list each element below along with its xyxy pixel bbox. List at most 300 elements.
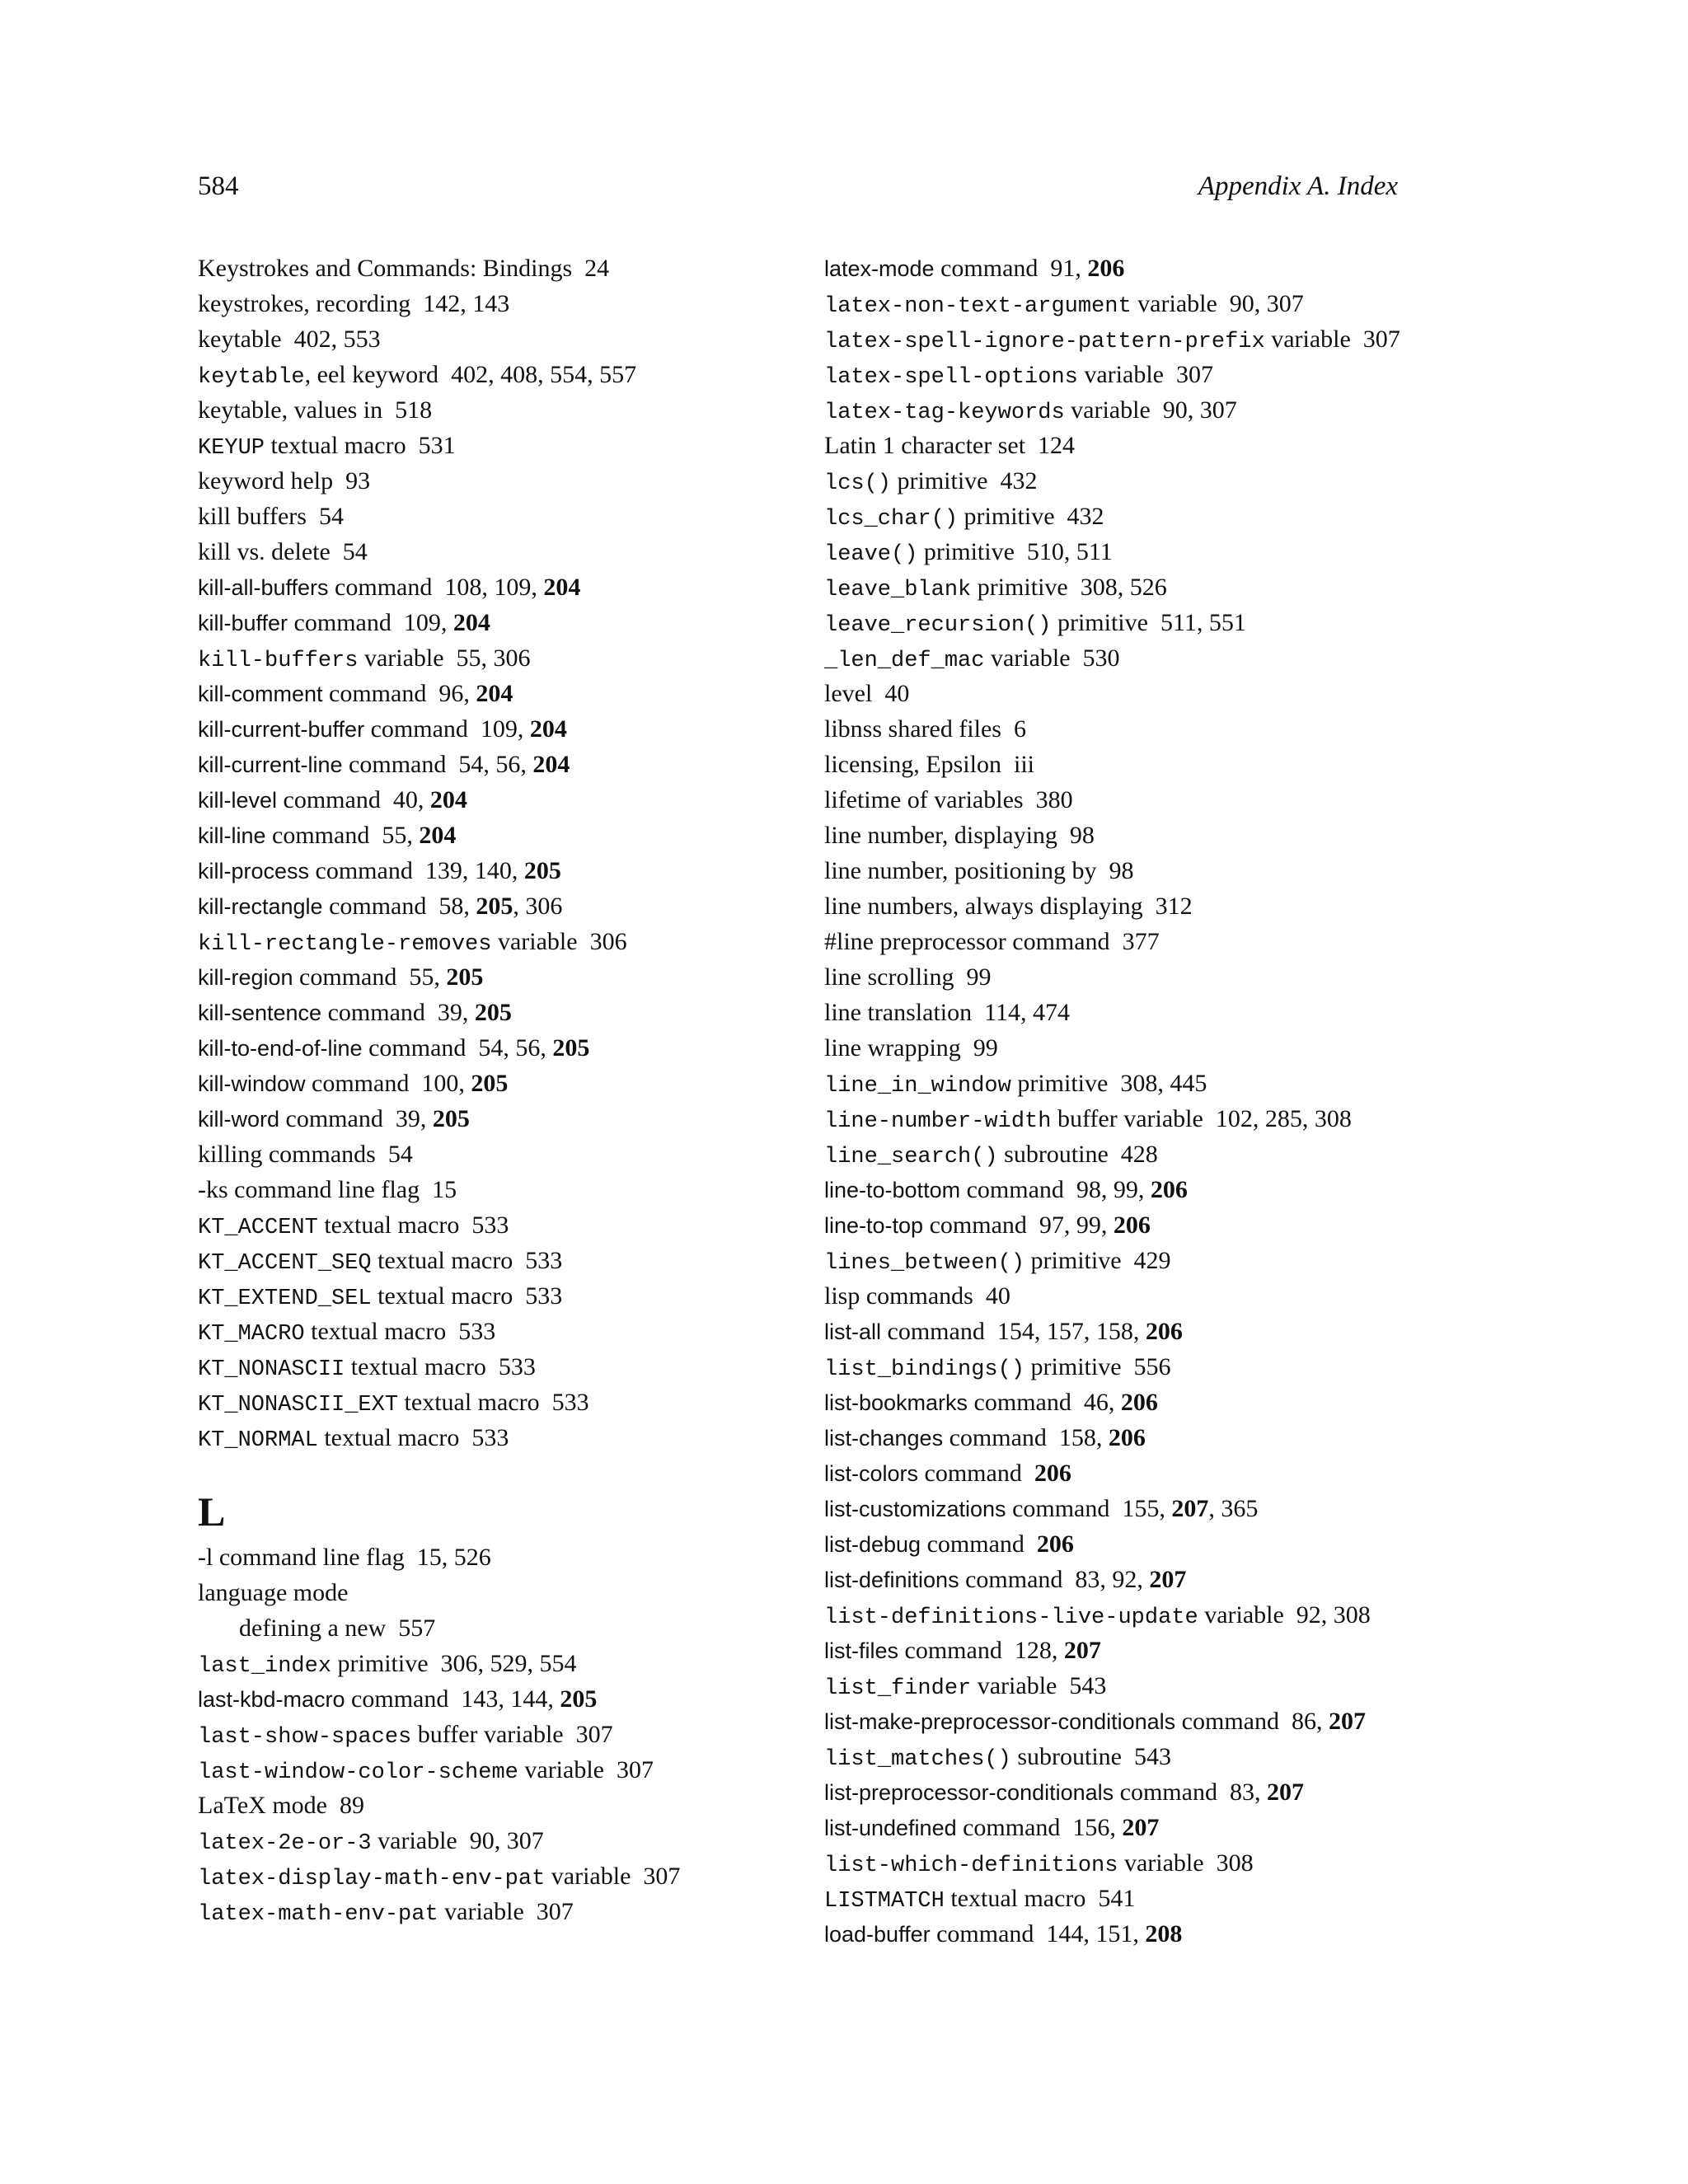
page-references: 98, 99, 206: [1076, 1176, 1188, 1203]
page-references: [578, 928, 627, 955]
index-term: LISTMATCH: [824, 1889, 945, 1914]
page-ref: 307: [643, 1863, 681, 1890]
page-references: [1122, 1353, 1171, 1380]
page-ref: 139: [424, 857, 462, 884]
page-references: 155, 207, 365: [1122, 1495, 1259, 1522]
page-ref: 526: [453, 1544, 491, 1571]
index-entry: [824, 1526, 1418, 1562]
page-ref: 308: [1216, 1849, 1254, 1877]
index-entry: [824, 1810, 1418, 1845]
index-term: Keystrokes and Commands: Bindings: [198, 255, 573, 282]
index-term: lisp commands: [824, 1282, 973, 1310]
index-term: lines_between(): [824, 1251, 1025, 1276]
index-term: variable: [358, 644, 444, 672]
index-entry: [198, 1030, 791, 1066]
page-ref: 204: [452, 609, 490, 636]
page-references: [1024, 786, 1073, 813]
page-ref: 96: [438, 680, 464, 707]
page-references: [988, 467, 1038, 494]
index-entry: [824, 286, 1418, 321]
page-ref: 108: [444, 574, 482, 601]
index-term: variable: [971, 1672, 1057, 1699]
page-ref: 207: [1149, 1566, 1187, 1593]
page-references: 86, 207: [1291, 1708, 1366, 1735]
index-entry: [824, 959, 1418, 995]
page-references: 83, 207: [1229, 1779, 1304, 1806]
index-term: list-changes: [824, 1426, 944, 1451]
page-ref: 205: [560, 1685, 598, 1713]
index-entry: [198, 569, 791, 605]
page-references: [331, 538, 368, 565]
index-term: line scrolling: [824, 963, 954, 991]
page-references: [1110, 928, 1160, 955]
page-references: [1057, 822, 1095, 849]
page-ref: 429: [1133, 1247, 1171, 1274]
page-ref: 206: [1036, 1530, 1074, 1558]
index-term: kill-word: [198, 1107, 280, 1132]
page-references: [1071, 644, 1120, 672]
page-references: [1025, 432, 1075, 459]
page-ref: 83: [1075, 1566, 1100, 1593]
page-ref: 445: [1170, 1070, 1207, 1097]
page-ref: 54: [458, 751, 484, 778]
index-entry: [198, 1243, 791, 1278]
page-ref: 307: [1199, 396, 1237, 424]
index-term: list_matches(): [824, 1747, 1011, 1772]
index-entry: [824, 676, 1418, 711]
index-entry: [198, 640, 791, 676]
index-entry: [824, 1455, 1418, 1491]
page-references: 156, 207: [1072, 1814, 1160, 1841]
index-entry: [198, 605, 791, 640]
page-references: 109, 204: [403, 609, 490, 636]
page-references: 90, 307: [469, 1827, 544, 1854]
page-references: 308, 526: [1080, 574, 1167, 601]
page-ref: 306: [493, 644, 531, 672]
index-term: kill-window: [198, 1071, 306, 1096]
index-term: command: [293, 963, 397, 991]
page-ref: 308: [1333, 1601, 1371, 1629]
page-ref: 100: [421, 1070, 459, 1097]
index-entry: [824, 1207, 1418, 1243]
index-term: list-bookmarks: [824, 1390, 968, 1415]
index-term: command: [881, 1318, 985, 1345]
index-term: subroutine: [997, 1141, 1109, 1168]
page-references: 55, 204: [382, 822, 457, 849]
index-entry: [824, 1137, 1418, 1172]
index-term: KT_NONASCII_EXT: [198, 1393, 399, 1418]
index-term: KT_MACRO: [198, 1322, 305, 1347]
page-ref: 308: [1080, 574, 1118, 601]
index-entry: [824, 1101, 1418, 1137]
index-term: list-make-preprocessor-conditionals: [824, 1709, 1176, 1734]
index-term: command: [934, 255, 1039, 282]
page-references: 109, 204: [480, 715, 567, 743]
page-ref: 109: [494, 574, 532, 601]
index-entry: [198, 251, 791, 286]
page-references: [961, 1034, 998, 1062]
page-ref: 204: [543, 574, 581, 601]
index-term: textual macro: [371, 1282, 513, 1310]
page-references: 90, 307: [1162, 396, 1237, 424]
page-references: [1204, 1849, 1254, 1877]
index-term: KT_NORMAL: [198, 1428, 318, 1453]
page-references: [459, 1212, 509, 1239]
page-ref: 207: [1063, 1637, 1101, 1664]
page-references: [564, 1721, 613, 1748]
index-term: kill-buffers: [198, 649, 359, 673]
index-term: Latin 1 character set: [824, 432, 1026, 459]
index-term: latex-non-text-argument: [824, 294, 1132, 319]
page-ref: 156: [1072, 1814, 1110, 1841]
page-ref: 207: [1171, 1495, 1209, 1522]
page-ref: 205: [471, 1070, 509, 1097]
index-term: kill-current-line: [198, 752, 343, 777]
page-ref: 207: [1328, 1708, 1366, 1735]
page-ref: 55: [456, 644, 481, 672]
page-references: [1025, 1530, 1074, 1558]
index-term: command: [968, 1389, 1071, 1416]
page-ref: 40: [884, 680, 910, 707]
index-term: variable: [1131, 290, 1217, 317]
page-ref: 40: [985, 1282, 1010, 1310]
index-term: line_search(): [824, 1145, 998, 1169]
index-term: lcs(): [824, 471, 892, 496]
index-term: lcs_char(): [824, 507, 959, 532]
index-term: level: [824, 680, 873, 707]
page-references: [513, 1282, 562, 1310]
index-term: textual macro: [398, 1389, 540, 1416]
page-ref: 140: [474, 857, 512, 884]
index-term: leave_blank: [824, 578, 972, 602]
page-ref: 205: [476, 893, 513, 920]
page-references: [1143, 893, 1193, 920]
index-term: command: [930, 1920, 1034, 1947]
page-ref: 511: [1160, 609, 1197, 636]
page-ref: 143: [461, 1685, 499, 1713]
page-ref: 90: [469, 1827, 495, 1854]
index-term: last-kbd-macro: [198, 1687, 345, 1712]
index-entry: [824, 640, 1418, 676]
page-references: [1057, 1672, 1106, 1699]
index-term: killing commands: [198, 1141, 376, 1168]
page-references: 154, 157, 158, 206: [996, 1318, 1183, 1345]
page-references: [1022, 1460, 1071, 1487]
page-references: 308, 445: [1120, 1070, 1207, 1097]
page-references: [524, 1898, 574, 1925]
page-ref: 205: [446, 963, 484, 991]
page-ref: 402: [293, 326, 331, 353]
index-entry: [824, 1066, 1418, 1101]
index-entry: [824, 321, 1418, 357]
index-term: kill-level: [198, 788, 278, 813]
index-term: variable: [1077, 361, 1164, 388]
index-term: command: [309, 857, 413, 884]
index-entry: [198, 534, 791, 569]
index-term: command: [364, 715, 468, 743]
index-term: command: [956, 1814, 1061, 1841]
index-term: list-which-definitions: [824, 1854, 1118, 1878]
page-ref: 533: [551, 1389, 589, 1416]
index-entry: [198, 1788, 791, 1823]
page-ref: 89: [340, 1792, 365, 1819]
page-references: [973, 1282, 1010, 1310]
index-term: leave_recursion(): [824, 613, 1052, 638]
index-term: primitive: [1010, 1070, 1109, 1097]
index-entry: [198, 1858, 791, 1894]
page-ref: 56: [515, 1034, 541, 1062]
page-references: 55, 205: [409, 963, 484, 991]
page-ref: 54: [318, 503, 344, 530]
page-ref: 99: [966, 963, 992, 991]
index-entry: [824, 924, 1418, 959]
page-ref: 526: [1129, 574, 1167, 601]
index-term: command: [1114, 1779, 1217, 1806]
index-term: kill buffers: [198, 503, 307, 530]
index-term: primitive: [958, 503, 1055, 530]
index-term: line number, positioning by: [824, 857, 1097, 884]
page-ref: iii: [1013, 751, 1034, 778]
index-entry: [824, 1243, 1418, 1278]
index-term: list-colors: [824, 1461, 919, 1486]
index-term: variable: [545, 1863, 631, 1890]
page-references: [1164, 361, 1213, 388]
index-term: command: [1175, 1708, 1279, 1735]
page-references: 102, 285, 308: [1215, 1105, 1352, 1132]
page-ref: 308: [1314, 1105, 1352, 1132]
index-entry: [824, 428, 1418, 463]
index-entry: [198, 1894, 791, 1929]
page-ref: 533: [498, 1353, 536, 1380]
index-term: , eel keyword: [304, 361, 439, 388]
index-term: line wrapping: [824, 1034, 961, 1062]
page-references: [1351, 326, 1400, 353]
index-term: KT_NONASCII: [198, 1357, 345, 1382]
index-entry: [824, 1562, 1418, 1597]
index-entry: [824, 1597, 1418, 1633]
page-references: [307, 503, 344, 530]
page-references: 92, 308: [1296, 1601, 1371, 1629]
page-references: 144, 151, 208: [1046, 1920, 1183, 1947]
page-ref: 54: [387, 1141, 413, 1168]
index-entry: [198, 1349, 791, 1385]
index-term: line-to-top: [824, 1213, 924, 1238]
page-references: 46, 206: [1083, 1389, 1158, 1416]
page-ref: 86: [1291, 1708, 1316, 1735]
page-references: [486, 1353, 536, 1380]
index-entry: [824, 251, 1418, 286]
index-term: licensing, Epsilon: [824, 751, 1001, 778]
index-term: list-definitions: [824, 1568, 959, 1592]
index-term: kill-rectangle: [198, 894, 323, 919]
page-ref: 98: [1109, 857, 1134, 884]
page-ref: 533: [471, 1424, 509, 1451]
index-entry: [824, 1491, 1418, 1526]
index-entry: [824, 853, 1418, 888]
index-term: line_in_window: [824, 1074, 1011, 1099]
page-ref: 308: [1120, 1070, 1158, 1097]
page-references: [386, 1615, 435, 1642]
index-term: textual macro: [304, 1318, 447, 1345]
index-term: keyword help: [198, 467, 334, 494]
index-entry: [198, 959, 791, 995]
index-term: latex-spell-options: [824, 365, 1078, 390]
index-term: latex-math-env-pat: [198, 1902, 438, 1927]
index-entry: [198, 1420, 791, 1455]
index-term: kill-rectangle-removes: [198, 932, 492, 957]
index-term: list-customizations: [824, 1497, 1006, 1521]
page-ref: 90: [1162, 396, 1188, 424]
index-term: command: [279, 1105, 383, 1132]
page-ref: 307: [575, 1721, 613, 1748]
page-references: [459, 1424, 509, 1451]
index-entry: [824, 1668, 1418, 1704]
page-ref: 557: [599, 361, 637, 388]
page-ref: 554: [539, 1650, 577, 1677]
index-term: command line flag: [213, 1544, 405, 1571]
page-ref: 557: [398, 1615, 436, 1642]
index-term: keystrokes, recording: [198, 290, 411, 317]
page-ref: 142: [423, 290, 461, 317]
index-term: command: [265, 822, 370, 849]
page-ref: 205: [523, 857, 561, 884]
page-references: 39, 205: [395, 1105, 470, 1132]
page-ref: 307: [1362, 326, 1400, 353]
page-ref: 114: [984, 999, 1021, 1026]
page-references: [1001, 715, 1026, 743]
index-entry: [198, 1385, 791, 1420]
page-references: [1122, 1743, 1171, 1770]
page-references: 128, 207: [1014, 1637, 1101, 1664]
page-references: [327, 1792, 364, 1819]
index-term: kill-process: [198, 859, 310, 883]
index-term: libnss shared files: [824, 715, 1001, 743]
index-term: line number, displaying: [824, 822, 1057, 849]
index-entry: [198, 747, 791, 782]
page-references: [631, 1863, 680, 1890]
index-term: list_finder: [824, 1676, 972, 1701]
page-references: [1109, 1141, 1158, 1168]
page-ref: 90: [1229, 290, 1254, 317]
index-term: #line preprocessor command: [824, 928, 1110, 955]
index-entry: [824, 747, 1418, 782]
index-entry: [198, 924, 791, 959]
page-ref: 365: [1221, 1495, 1259, 1522]
index-entry: [824, 569, 1418, 605]
page-ref: 307: [536, 1898, 574, 1925]
index-entry: [824, 499, 1418, 534]
page-ref: 155: [1122, 1495, 1160, 1522]
index-term: command: [305, 1070, 410, 1097]
page-ref: 54: [342, 538, 368, 565]
page-ref: 206: [1034, 1460, 1071, 1487]
page-ref: 99: [973, 1034, 998, 1062]
index-term: variable: [371, 1827, 457, 1854]
page-ref: 531: [418, 432, 456, 459]
index-entry: [824, 1349, 1418, 1385]
page-ref: 207: [1266, 1779, 1304, 1806]
index-term: variable: [1118, 1849, 1204, 1877]
page-ref: 380: [1035, 786, 1073, 813]
index-term: primitive: [1051, 609, 1148, 636]
page-references: 306, 529, 554: [440, 1650, 577, 1677]
page-references: 91, 206: [1050, 255, 1125, 282]
index-term: variable: [1264, 326, 1351, 353]
page-ref: 285: [1264, 1105, 1302, 1132]
index-entry: [824, 463, 1418, 499]
index-entry: [824, 888, 1418, 924]
index-entry: [198, 1101, 791, 1137]
page-ref: 307: [1266, 290, 1304, 317]
page-references: 511, 551: [1160, 609, 1246, 636]
index-term: KEYUP: [198, 436, 265, 461]
page-references: [420, 1176, 457, 1203]
index-entry: [198, 782, 791, 818]
index-term: textual macro: [265, 432, 406, 459]
page-ref: 204: [529, 715, 567, 743]
page-header: [198, 171, 1398, 208]
page-references: [376, 1141, 413, 1168]
index-entry: [198, 499, 791, 534]
page-references: 402, 408, 554, 557: [451, 361, 637, 388]
page-references: [333, 467, 370, 494]
page-ref: 144: [510, 1685, 548, 1713]
page-ref: 128: [1014, 1637, 1052, 1664]
index-term: latex-2e-or-3: [198, 1831, 372, 1856]
page-ref: 533: [525, 1282, 563, 1310]
page-references: [382, 396, 432, 424]
page-ref: 55: [382, 822, 407, 849]
page-ref: 530: [1082, 644, 1120, 672]
index-term: last-show-spaces: [198, 1725, 412, 1750]
page-ref: 39: [437, 999, 462, 1026]
index-term: KT_ACCENT: [198, 1216, 318, 1240]
index-entry: [198, 995, 791, 1030]
index-term: command: [943, 1424, 1047, 1451]
page-ref: 39: [395, 1105, 420, 1132]
index-entry: [824, 1739, 1418, 1774]
index-term: list-files: [824, 1638, 899, 1663]
page-references: 96, 204: [438, 680, 513, 707]
page-ref: 556: [1133, 1353, 1171, 1380]
page-ref: 306: [589, 928, 627, 955]
page-ref: 206: [1113, 1212, 1151, 1239]
index-entry: [824, 1704, 1418, 1739]
page-ref: 206: [1150, 1176, 1188, 1203]
index-entry: [198, 676, 791, 711]
page-ref: 533: [525, 1247, 563, 1274]
page-ref: 518: [395, 396, 433, 424]
page-ref: 58: [438, 893, 464, 920]
page-ref: 205: [432, 1105, 470, 1132]
index-term: primitive: [891, 467, 988, 494]
index-term: command: [1006, 1495, 1110, 1522]
page-ref: 15: [416, 1544, 442, 1571]
page-ref: 533: [471, 1212, 509, 1239]
page-ref: 98: [1076, 1176, 1101, 1203]
index-term: list-debug: [824, 1532, 921, 1557]
page-ref: 124: [1038, 432, 1076, 459]
index-term: KT_EXTEND_SEL: [198, 1286, 372, 1311]
page-references: 83, 92, 207: [1075, 1566, 1187, 1593]
page-ref: 154: [996, 1318, 1034, 1345]
index-term: buffer variable: [1051, 1105, 1203, 1132]
index-entry: [198, 1717, 791, 1752]
index-term: kill-sentence: [198, 1001, 322, 1025]
page-ref: 204: [429, 786, 467, 813]
page-ref: 83: [1229, 1779, 1254, 1806]
page-ref: 99: [1076, 1212, 1101, 1239]
